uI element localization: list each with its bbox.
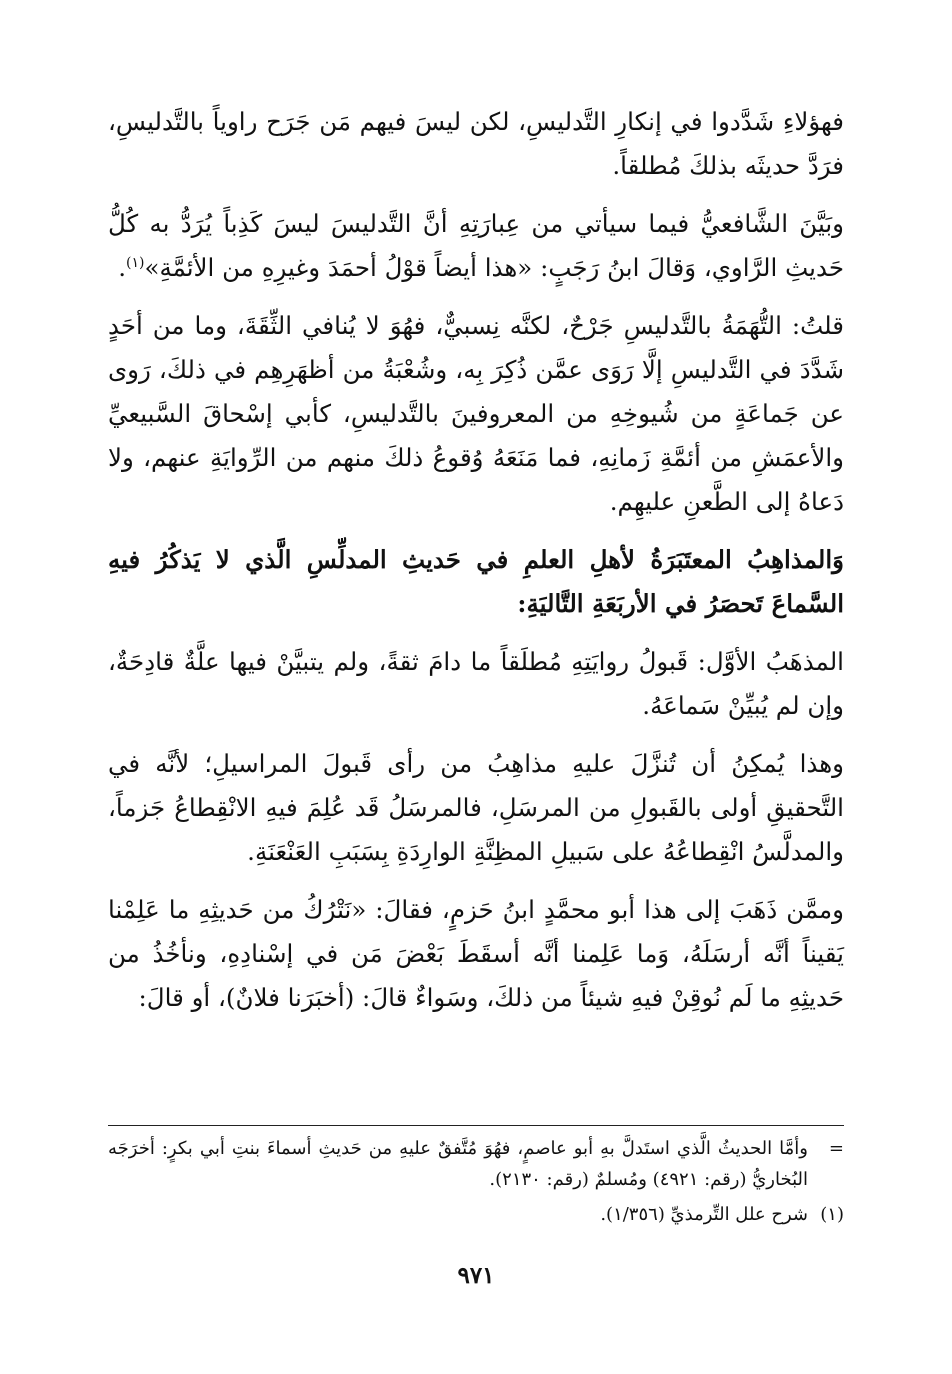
section-heading-paragraph	[108, 538, 844, 626]
footnote-reference[interactable]: (١)	[125, 254, 145, 271]
paragraph-1-text: فهؤلاءِ شَدَّدوا في إنكارِ التَّدليسِ، لكن ليسَ فيهم مَن جَرَح راوياً بالتَّدليسِ، فرَدَّ حديثَه بذلكَ مُطلقاً.	[108, 107, 844, 180]
footnotes	[108, 1133, 844, 1234]
paragraph-7	[108, 888, 844, 1020]
footnote-text: شرح علل التِّرمذيِّ (١/٣٥٦).	[600, 1204, 808, 1225]
footnote-continuation	[108, 1133, 844, 1195]
paragraph-2	[108, 202, 844, 290]
footnote-marker: (١)	[820, 1204, 844, 1225]
paragraph-5-text: المذهَبُ الأوَّل: قَبولُ روايَتِهِ مُطلَقاً ما دامَ ثقةً، ولم يتبيَّنْ فيها علَّةٌ قادِحَةٌ، وإن لم يُبيِّنْ سَماعَهُ.	[108, 647, 844, 720]
footnote-divider	[108, 1125, 844, 1126]
paragraph-3-text: قلتُ: التُّهَمَةُ بالتَّدليسِ جَرْحٌ، لكنَّه نِسبيٌّ، فهُوَ لا يُنافي الثِّقَةَ، وما من أحَدٍ شَدَّدَ في التَّدليسِ إلَّا رَوَى عمَّن ذُكِرَ بِه، وشُعْبَةُ من أظهَرِهِم في ذلكَ، رَوى عن جَماعَةٍ من شُيوخِهِ من المعروفينَ بالتَّدليسِ، كأبي إسْحاقَ السَّبيعيِّ والأعمَشِ من أئمَّةِ زَمانِهِ، فما مَنَعَهُ وُقوعُ ذلكَ منهم من الرِّوايَةِ عنهم، ولا دَعاهُ إلى الطَّعنِ عليهِم.	[108, 311, 844, 516]
paragraph-2-text: وبَيَّنَ الشَّافعيُّ فيما سيأتي من عِبارَتِهِ أنَّ التَّدليسَ ليسَ كَذِباً يُرَدُّ به كُلُّ حَديثِ الرَّاوي، وَقالَ ابنُ رَجَبٍ: «هذا أيضاً قوْلُ أحمَدَ وغيرِهِ من الأئمَّةِ»	[108, 209, 844, 282]
main-text	[108, 100, 844, 1034]
paragraph-2-tail: .	[118, 253, 126, 282]
paragraph-3	[108, 304, 844, 524]
footnote-1	[108, 1199, 844, 1230]
footnote-text: وأمَّا الحديثُ الَّذي استَدلَّ بهِ أبو عاصمٍ، فهُوَ مُتَّفقٌ عليهِ من حَديثِ أسماءَ بنتِ أبي بكرٍ: أخرَجَه البُخاريُّ (رقم: ٤٩٢١) ومُسلمٌ (رقم: ٢١٣٠).	[108, 1138, 808, 1190]
page-number: ٩٧١	[457, 1262, 495, 1289]
paragraph-1	[108, 100, 844, 188]
footnote-marker: =	[828, 1138, 844, 1159]
paragraph-7-text: وممَّن ذَهَبَ إلى هذا أبو محمَّدٍ ابنُ حَزمٍ، فقالَ: «نَتْرُكُ من حَديثِهِ ما عَلِمْنا يَقيناً أنَّه أرسَلَهُ، وَما عَلِمنا أنَّه أسقَطَ بَعْضَ مَن في إسْنادِهِ، ونأخُذُ من حَديثِهِ ما لَم نُوقِنْ فيهِ شيئاً من ذلكَ، وسَواءٌ قالَ: (أخبَرَنا فلانٌ)، أو قالَ:	[108, 895, 844, 1012]
paragraph-6-text: وهذا يُمكِنُ أن تُنزَّلَ عليهِ مذاهِبُ من رأى قَبولَ المراسيلِ؛ لأنَّه في التَّحقيقِ أولى بالقَبولِ من المرسَلِ، فالمرسَلُ قَد عُلِمَ فيهِ الانْقِطاعُ جَزماً، والمدلَّسُ انْقِطاعُهُ على سَبيلِ المظِنَّةِ الوارِدَةِ بِسَبَبِ العَنْعَنَةِ.	[108, 749, 844, 866]
paragraph-5	[108, 640, 844, 728]
paragraph-6	[108, 742, 844, 874]
section-heading-text: وَالمذاهِبُ المعتَبَرَةُ لأهلِ العلمِ في حَديثِ المدلِّسِ الَّذي لا يَذكُرُ فيهِ السَّماعَ تَحصَرُ في الأربَعَةِ التَّاليَةِ:	[108, 545, 844, 618]
